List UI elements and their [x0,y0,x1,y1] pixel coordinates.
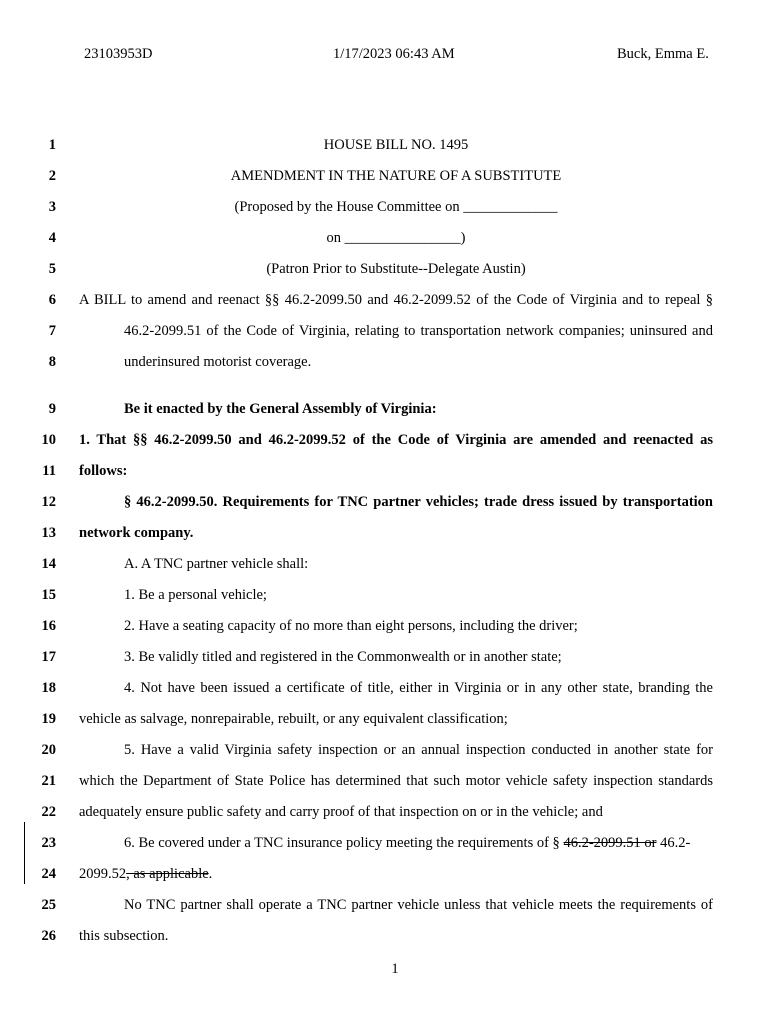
bill-line [0,556,770,576]
line-number: 18 [41,680,56,696]
bill-text: which the Department of State Police has determined that such motor vehicle safety inspection standards [79,773,713,789]
bill-text [79,866,713,883]
bill-text: adequately ensure public safety and carry proof of that inspection on or in the vehicle; and [79,804,603,820]
section-heading: § 46.2-2099.50. Requirements for TNC partner vehicles; trade dress issued by transportation [124,494,713,510]
bill-text: 1. Be a personal vehicle; [124,587,267,603]
document-author: Buck, Emma E. [617,46,709,62]
line-number: 23 [41,835,56,851]
committee-line: (Proposed by the House Committee on _____________ [234,199,558,215]
line-number: 14 [41,556,56,572]
bill-line [0,230,770,250]
line-number: 24 [41,866,56,882]
bill-line [0,835,770,855]
bill-text: 3. Be validly titled and registered in the Commonwealth or in another state; [124,649,562,665]
line-number: 17 [41,649,56,665]
section-heading: network company. [79,525,194,541]
bill-text: 1. That §§ 46.2-2099.50 and 46.2-2099.52 of the Code of Virginia are amended and reenacted as [79,432,713,448]
bill-line [0,199,770,219]
bill-text: 2. Have a seating capacity of no more than eight persons, including the driver; [124,618,578,634]
line-number: 20 [41,742,56,758]
bill-text: 5. Have a valid Virginia safety inspection or an annual inspection conducted in another state for [124,742,713,758]
line-number: 2 [48,168,56,184]
bill-line [0,897,770,917]
bill-line [0,525,770,545]
line-number: 22 [41,804,56,820]
committee-date-line: on ________________) [326,230,466,246]
document-id: 23103953D [84,46,153,62]
line-number: 7 [48,323,56,339]
line-number: 16 [41,618,56,634]
bill-line [0,401,770,421]
bill-text: vehicle as salvage, nonrepairable, rebuilt, or any equivalent classification; [79,711,508,727]
bill-text: 4. Not have been issued a certificate of title, either in Virginia or in any other state, branding the [124,680,713,696]
bill-line [0,866,770,886]
document-datetime: 1/17/2023 06:43 AM [333,46,455,62]
bill-text: A BILL to amend and reenact §§ 46.2-2099.50 and 46.2-2099.52 of the Code of Virginia and to repeal § [79,292,713,308]
bill-line [0,928,770,948]
line-number: 25 [41,897,56,913]
line-number: 19 [41,711,56,727]
line-number: 6 [48,292,56,308]
line-number: 26 [41,928,56,944]
bill-line [0,773,770,793]
bill-line [0,649,770,669]
inserted-text: 2099.52 [79,866,127,882]
line-number: 12 [41,494,56,510]
bill-line [0,494,770,514]
bill-line [0,711,770,731]
bill-text: this subsection. [79,928,169,944]
bill-line [0,587,770,607]
bill-line [0,463,770,483]
bill-text: No TNC partner shall operate a TNC partner vehicle unless that vehicle meets the requirements of [124,897,713,913]
enacting-clause: Be it enacted by the General Assembly of Virginia: [124,401,437,417]
line-number: 11 [42,463,56,479]
bill-line [0,804,770,824]
line-number: 21 [41,773,56,789]
bill-text: 46.2-2099.51 of the Code of Virginia, relating to transportation network companies; uninsured and [124,323,713,339]
struck-text: , as applicable [126,866,209,882]
line-number: 9 [48,401,56,417]
bill-line [0,354,770,374]
inserted-text: 46.2- [656,835,691,851]
inserted-text: . [208,866,213,882]
bill-text: underinsured motorist coverage. [124,354,312,370]
bill-text: follows: [79,463,128,479]
line-number: 15 [41,587,56,603]
bill-line [0,168,770,188]
patron-line: (Patron Prior to Substitute--Delegate Austin) [266,261,526,277]
bill-line [0,432,770,452]
line-number: 13 [41,525,56,541]
page-number: 1 [391,961,399,977]
line-number: 4 [48,230,56,246]
bill-line [0,618,770,638]
bill-title: HOUSE BILL NO. 1495 [323,137,469,153]
inserted-text: 6. Be covered under a TNC insurance policy meeting the requirements of § [124,835,564,851]
line-number: 10 [41,432,56,448]
bill-line [0,742,770,762]
bill-line [0,261,770,281]
bill-line [0,292,770,312]
line-number: 3 [48,199,56,215]
bill-text [124,835,713,852]
struck-text: 46.2-2099.51 or [563,835,657,851]
bill-text: A. A TNC partner vehicle shall: [124,556,309,572]
line-number: 8 [48,354,56,370]
bill-line [0,323,770,343]
bill-line [0,680,770,700]
line-number: 1 [48,137,56,153]
line-number: 5 [48,261,56,277]
amendment-heading: AMENDMENT IN THE NATURE OF A SUBSTITUTE [230,168,562,184]
bill-line [0,137,770,157]
